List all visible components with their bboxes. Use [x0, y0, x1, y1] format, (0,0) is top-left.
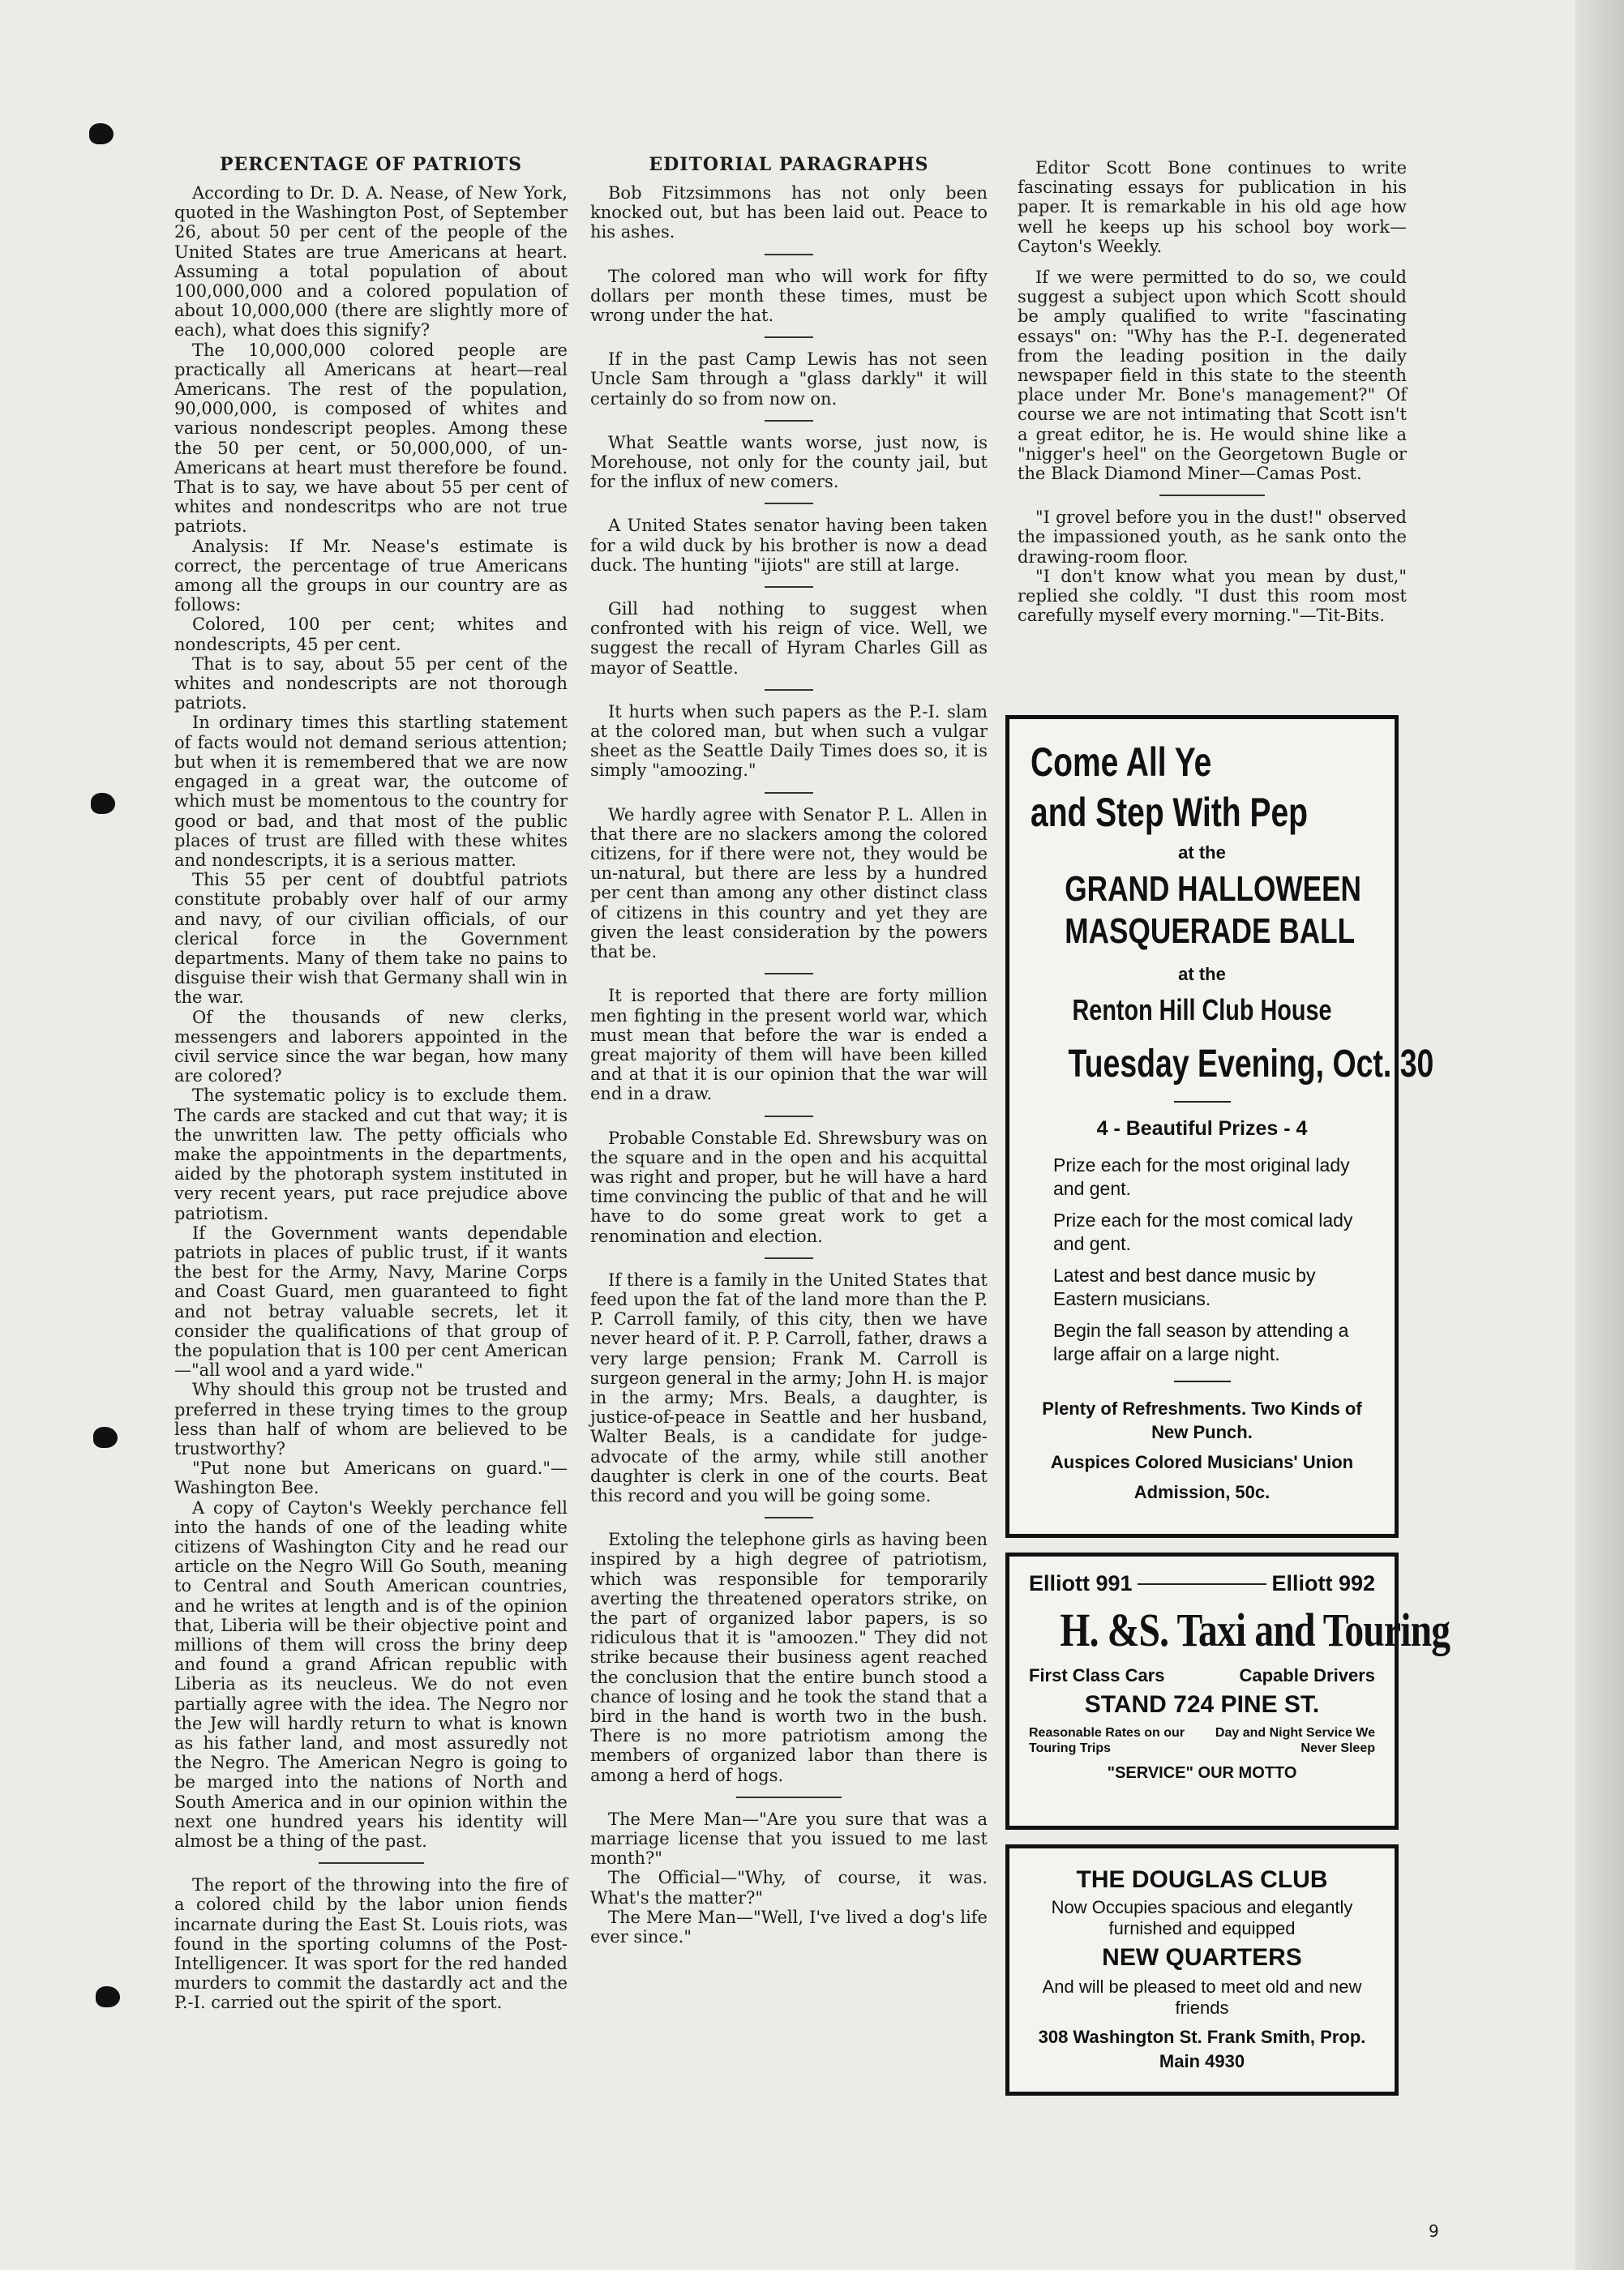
binding-hole: [93, 1427, 118, 1448]
article-paragraph: The report of the throwing into the fire of a colored child by the labor union fiends incarnate during the East St. Louis riots, was found in the sporting columns of the Post-Intelligencer. It was sport for the red handed murders to commit the dastardly act and the P.-I. carried out the spirit of the sport.: [174, 1875, 568, 2013]
article-paragraph: Of the thousands of new clerks, messengers and laborers appointed in the civil service since the war began, how many are colored?: [174, 1007, 568, 1086]
term: Day and Night Service We Never Sleep: [1215, 1726, 1375, 1755]
editorial-item: The colored man who will work for fifty dollars per month these times, must be wrong under the hat.: [590, 266, 988, 326]
article-paragraph: The systematic policy is to exclude them. The cards are stacked and cut that way; it is the unwritten law. The petty officials who make the appointments in the departments, aided by the photoraph system instituted in very recent years, put race prejudice above patriotism.: [174, 1086, 568, 1223]
divider: [765, 503, 813, 504]
editorial-item: Probable Constable Ed. Shrewsbury was on the square and in the open and his acquittal was right and proper, but he will have a hard time convincing the public of that and he will have to do some great work to get a renomination and election.: [590, 1128, 988, 1246]
ad-item-text: Prize each for the most original lady and gent.: [1053, 1154, 1350, 1199]
ad-company-name: H. &S. Taxi and Touring: [1060, 1604, 1450, 1656]
editorial-item: We hardly agree with Senator P. L. Allen in that there are no slackers among the colored citizens, for if there were not, they would be un-natural, but there are less by a hundred per cent than among any other distinct class of citizens in this country and yet they are given the least consideration by the powers that be.: [590, 804, 988, 962]
ad-halloween-ball: [1005, 715, 1434, 1538]
page-edge: [1575, 0, 1624, 2270]
article-paragraph: Analysis: If Mr. Nease's estimate is correct, the percentage of true Americans among all the groups in our country are as follows:: [174, 536, 568, 615]
divider: [1159, 495, 1265, 496]
headline-editorial: EDITORIAL PARAGRAPHS: [649, 154, 929, 175]
divider: [765, 336, 813, 338]
divider: [765, 792, 813, 794]
joke-line: The Mere Man—"Well, I've lived a dog's life ever since.": [590, 1907, 988, 1947]
column-patriots: [174, 154, 568, 2013]
joke-line: The Mere Man—"Are you sure that was a marriage license that you issued to me last month?": [590, 1809, 988, 1869]
ad-admission: Admission, 50c.: [1133, 1482, 1270, 1502]
ad-prizes: 4 - Beautiful Prizes - 4: [1096, 1117, 1308, 1140]
divider: [319, 1862, 424, 1864]
ad-at: at the: [1178, 964, 1226, 984]
ad-item: [1031, 1209, 1373, 1256]
editorial-item: A United States senator having been taken for a wild duck by his brother is now a dead duck. The hunting "ijiots" are still at large.: [590, 516, 988, 575]
editorial-item: If in the past Camp Lewis has not seen Uncle Sam through a "glass darkly" it will certainly do so from now on.: [590, 349, 988, 409]
ad-item: [1031, 1319, 1373, 1366]
ad-item: [1031, 1154, 1373, 1201]
column-editorial: [590, 154, 988, 1947]
article-paragraph: Colored, 100 per cent; whites and nondescripts, 45 per cent.: [174, 615, 568, 654]
article-paragraph: That is to say, about 55 per cent of the whites and nondescripts are not thorough patriots.: [174, 653, 568, 713]
ad-title: THE DOUGLAS CLUB: [1076, 1866, 1328, 1893]
column-right: [1018, 158, 1407, 625]
ad-date: Tuesday Evening, Oct. 30: [1068, 1043, 1434, 1086]
divider: [765, 254, 813, 255]
ad-event: MASQUERADE BALL: [1065, 911, 1356, 951]
ad-phones: [1029, 1571, 1375, 1596]
phone-number: Elliott 991: [1029, 1571, 1133, 1595]
article-paragraph: According to Dr. D. A. Nease, of New York, quoted in the Washington Post, of September 26, about 50 per cent of the people of the United States are true Americans at heart. Assuming a total population of about 100,000,000 and a colored population of about 10,000,000 (there are slightly more of each), what does this signify?: [174, 183, 568, 340]
ad-terms: [1029, 1725, 1375, 1756]
term: Reasonable Rates on our Touring Trips: [1029, 1726, 1185, 1755]
editorial-item: Gill had nothing to suggest when confronted with his reign of vice. Well, we suggest the recall of Hyram Charles Gill as mayor of Seattle.: [590, 599, 988, 678]
ad-auspices: Auspices Colored Musicians' Union: [1050, 1452, 1354, 1472]
binding-hole: [91, 793, 115, 814]
divider: [1174, 1101, 1231, 1103]
ad-venue: Renton Hill Club House: [1072, 993, 1332, 1026]
article-paragraph: "I don't know what you mean by dust," replied she coldly. "I dust this room most carefully myself every morning."—Tit-Bits.: [1018, 566, 1407, 626]
divider: [765, 1257, 813, 1259]
divider: [765, 689, 813, 691]
divider: [765, 1517, 813, 1518]
article-paragraph: If we were permitted to do so, we could suggest a subject upon which Scott should be amply qualified to write "fascinating essays" on: "Why has the P.-I. degenerated from the leading position in the daily newspaper field in this state to the steenth place under Mr. Bone's management?" Of course we are not intimating that Scott isn't a great editor, he is. He would shine like a "nigger's heel" on the Georgetown Bugle or the Black Diamond Miner—Camas Post.: [1018, 268, 1407, 484]
ad-item: [1031, 1264, 1373, 1311]
page-mark: 9: [1429, 2221, 1439, 2241]
ad-item-text: Begin the fall season by attending a large affair on a large night.: [1053, 1320, 1349, 1364]
ad-taxi: [1005, 1553, 1450, 1830]
ad-text: And will be pleased to meet old and new friends: [1042, 1977, 1362, 2018]
article-paragraph: In ordinary times this startling statement of facts would not demand serious attention; but when it is remembered that we are now engaged in a great war, the outcome of which must be momentous to the country for good or bad, and that most of the public places of trust are filled with these whites and nondescripts, it is a serious matter.: [174, 713, 568, 870]
article-paragraph: "I grovel before you in the dust!" observed the impassioned youth, as he sank onto the drawing-room floor.: [1018, 508, 1407, 567]
ad-event: GRAND HALLOWEEN: [1065, 869, 1361, 909]
editorial-item: It hurts when such papers as the P.-I. slam at the colored man, but when such a vulgar sheet as the Seattle Daily Times does so, it is simply "amoozing.": [590, 701, 988, 781]
ad-item-text: Prize each for the most comical lady and gent.: [1053, 1210, 1353, 1254]
divider: [765, 586, 813, 588]
ad-text: Now Occupies spacious and elegantly furnished and equipped: [1051, 1897, 1353, 1938]
ad-headline: Come All Ye: [1031, 739, 1212, 785]
ad-stand: STAND 724 PINE ST.: [1084, 1691, 1320, 1718]
divider: [736, 1797, 842, 1798]
article-paragraph: This 55 per cent of doubtful patriots constitute probably over half of our army and navy, of our civilian officials, of our clerical force in the Government departments. Many of them take no pains to disguise their wish that Germany shall win in the war.: [174, 870, 568, 1008]
ad-at: at the: [1178, 842, 1226, 863]
headline-patriots: PERCENTAGE OF PATRIOTS: [219, 154, 523, 175]
divider: [1174, 1381, 1231, 1382]
ad-douglas-club: [1005, 1844, 1399, 2096]
joke-line: The Official—"Why, of course, it was. What's the matter?": [590, 1868, 988, 1908]
ad-features: [1029, 1665, 1375, 1686]
article-paragraph: Why should this group not be trusted and preferred in these trying times to the group less than half of whom are believed to be trustworthy?: [174, 1380, 568, 1458]
article-paragraph: "Put none but Americans on guard."—Washington Bee.: [174, 1458, 568, 1498]
ad-motto: "SERVICE" OUR MOTTO: [1107, 1764, 1297, 1782]
ad-address: 308 Washington St. Frank Smith, Prop.: [1038, 2027, 1366, 2047]
article-paragraph: The 10,000,000 colored people are practically all Americans at heart—real Americans. The rest of the population, 90,000,000, is composed of whites and various nondescript peoples. Among these the 50 per cent, or 50,000,000, of un-Americans at heart must therefore be found. That is to say, we have about 55 per cent of whites and nondescritps who are not true patriots.: [174, 340, 568, 537]
editorial-item: If there is a family in the United States that feed upon the fat of the land more than the P. P. Carroll family, of this city, then we have never heard of it. P. P. Carroll, father, draws a very large pension; Frank M. Carroll is surgeon general in the army; John H. is major in the army; Mrs. Beals, a daughter, is justice-of-peace in Seattle and her husband, Walter Beals, is a candidate for judge-advocate of the army, while still another daughter is clerk in one of the courts. Beat this record and you will be going some.: [590, 1270, 988, 1505]
article-paragraph: If the Government wants dependable patriots in places of public trust, if it wants the best for the Army, Navy, Marine Corps and Coast Guard, men guaranteed to fight and not betray valuable secrets, let it consider the qualifications of that group of the population that is 100 per cent American—"all wool and a yard wide.": [174, 1223, 568, 1381]
editorial-item: Bob Fitzsimmons has not only been knocked out, but has been laid out. Peace to his ashes.: [590, 183, 988, 242]
feature: Capable Drivers: [1239, 1665, 1375, 1685]
divider: [765, 1116, 813, 1117]
feature: First Class Cars: [1029, 1665, 1165, 1685]
article-paragraph: A copy of Cayton's Weekly perchance fell into the hands of one of the leading white citizens of Washington City and he read our article on the Negro Will Go South, meaning to Central and South American countries, and he writes at length and is of the opinion that, Liberia will be their objective point and millions of them will cross the briny deep and found a grand African republic with Liberia as its neucleus. We do not even partially agree with the idea. The Negro nor the Jew will hardly return to what is known as his father land, and most assuredly not the Negro. The American Negro is going to be marged into the nations of North and South America and in our opinion within the next one hundred years his identity will almost be a thing of the past.: [174, 1497, 568, 1852]
editorial-item: It is reported that there are forty million men fighting in the present world war, which must mean that before the war is ended a great majority of them will have been killed and at that it is our opinion that the war will end in a draw.: [590, 986, 988, 1104]
binding-hole: [89, 123, 114, 144]
divider: [765, 420, 813, 422]
ad-quarters: NEW QUARTERS: [1102, 1944, 1302, 1971]
ad-refreshments: Plenty of Refreshments. Two Kinds of New Punch.: [1042, 1398, 1362, 1442]
binding-hole: [96, 1986, 120, 2007]
editorial-item: What Seattle wants worse, just now, is Morehouse, not only for the county jail, but for the influx of new comers.: [590, 432, 988, 492]
divider: [765, 973, 813, 974]
ad-item-text: Latest and best dance music by Eastern musicians.: [1053, 1265, 1316, 1309]
phone-number: Elliott 992: [1271, 1571, 1375, 1595]
editorial-item: Extoling the telephone girls as having been inspired by a high degree of patriotism, which was responsible for temporarily averting the threatened operators strike, on the part of organized labor papers, is so ridiculous that it is "amoozen." They did not strike because their business agent reached the conclusion that the entire bunch stood a chance of losing and he took the stand that a bird in the hand is worth two in the bush. There is no more patriotism among the members of organized labor than there is among a herd of hogs.: [590, 1530, 988, 1785]
ad-headline: and Step With Pep: [1031, 790, 1308, 835]
ad-phone: Main 4930: [1159, 2051, 1245, 2071]
article-paragraph: Editor Scott Bone continues to write fascinating essays for publication in his paper. It is remarkable in his old age how well he keeps up his school boy work—Cayton's Weekly.: [1018, 158, 1407, 256]
divider: [1138, 1583, 1267, 1585]
